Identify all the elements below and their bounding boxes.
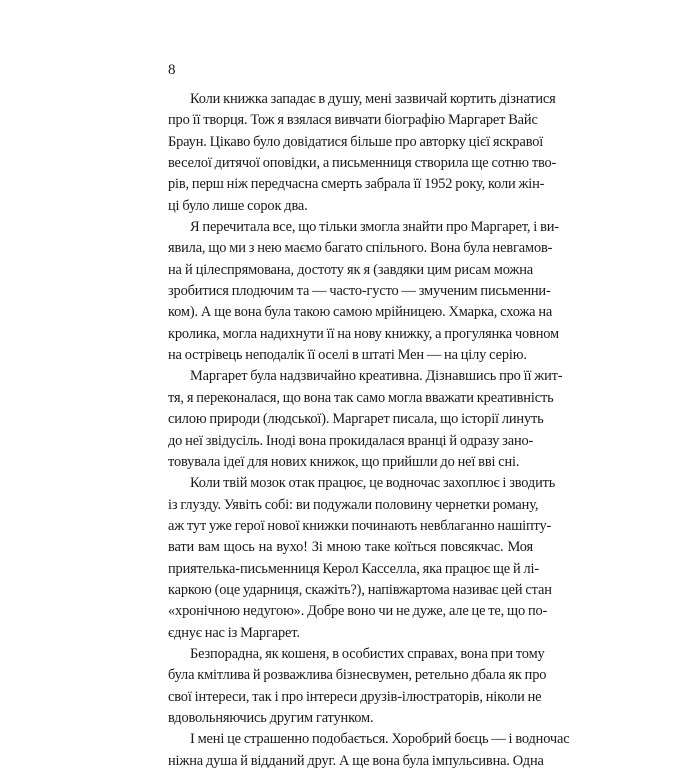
text-line: ніжна душа й відданий друг. А ще вона була імпульсивна. Одна	[168, 752, 544, 769]
paragraph	[168, 729, 570, 772]
text-line: явила, що ми з нею маємо багато спільного. Вона була невгамов-	[168, 240, 553, 257]
body-text	[168, 89, 570, 772]
text-line: «хронічною недугою». Добре воно чи не дуже, але це те, що по-	[168, 603, 548, 620]
text-line: І мені це страшенно подобається. Хоробрий боєць — і водночас	[190, 731, 570, 748]
text-line: була кмітлива й розважлива бізнесвумен, ретельно дбала як про	[168, 667, 547, 684]
text-line: ці було лише сорок два.	[168, 197, 308, 214]
text-line: силою природи (людської). Маргарет писала, що історії линуть	[168, 411, 544, 428]
text-line: єднує нас із Маргарет.	[168, 624, 300, 641]
text-line: вдовольняючись другим гатунком.	[168, 709, 374, 726]
text-line: Безпорадна, як кошеня, в особистих справах, вона при тому	[190, 645, 545, 662]
text-line: аж тут уже герої нової книжки починають невблаганно нашіпту-	[168, 517, 552, 534]
text-line: Я перечитала все, що тільки змогла знайти про Маргарет, і ви-	[190, 219, 559, 236]
text-line: каркою (оце ударниця, скажіть?), напівжартома називає цей стан	[168, 581, 552, 598]
paragraph	[168, 217, 560, 366]
text-line: Коли твій мозок отак працює, це водночас захоплює і зводить	[190, 475, 556, 492]
text-line: Маргарет була надзвичайно креативна. Дізнавшись про її жит-	[190, 368, 563, 385]
text-line: веселої дитячої оповідки, а письменниця створила ще сотню тво-	[168, 155, 557, 172]
text-line: свої інтереси, так і про інтереси друзів-ілюстраторів, ніколи не	[168, 688, 542, 705]
text-line: рів, перш ніж передчасна смерть забрала її 1952 року, коли жін-	[168, 176, 545, 193]
text-line: вати вам щось на вухо! Зі мною таке коїться повсякчас. Моя	[168, 539, 533, 556]
text-line: кролика, могла надихнути її на нову книжку, а прогулянка човном	[168, 325, 560, 342]
text-line: на й цілеспрямована, достоту як я (завдяки цим рисам можна	[168, 261, 533, 278]
text-line: Браун. Цікаво було довідатися більше про авторку цієї яскравої	[168, 133, 544, 150]
text-line: про її творця. Тож я взялася вивчати біографію Маргарет Вайс	[168, 112, 538, 129]
paragraph	[168, 366, 563, 473]
text-line: товувала ідеї для нових книжок, що прийшли до неї вві сні.	[168, 453, 520, 470]
text-line: на острівець неподалік її оселі в штаті Мен — на цілу серію.	[168, 347, 527, 364]
page-number: 8	[168, 62, 176, 78]
paragraph	[168, 473, 556, 644]
text-line: приятелька-письменниця Керол Касселла, яка працює ще й лі-	[168, 560, 539, 577]
paragraph	[168, 89, 557, 217]
text-line: тя, я переконалася, що вона так само могла вважати креативність	[168, 389, 554, 406]
text-line: зробитися плодючим та — часто-густо — змученим письменни-	[168, 283, 551, 300]
text-line: із глузду. Уявіть собі: ви подужали половину чернетки роману,	[168, 496, 539, 513]
paragraph	[168, 644, 547, 729]
text-line: до неї звідусіль. Іноді вона прокидалася вранці й одразу зано-	[168, 432, 534, 449]
text-line: Коли книжка западає в душу, мені зазвичай кортить дізнатися	[190, 91, 556, 107]
text-line: ком). А ще вона була такою самою мрійницею. Хмарка, схожа на	[168, 304, 553, 321]
